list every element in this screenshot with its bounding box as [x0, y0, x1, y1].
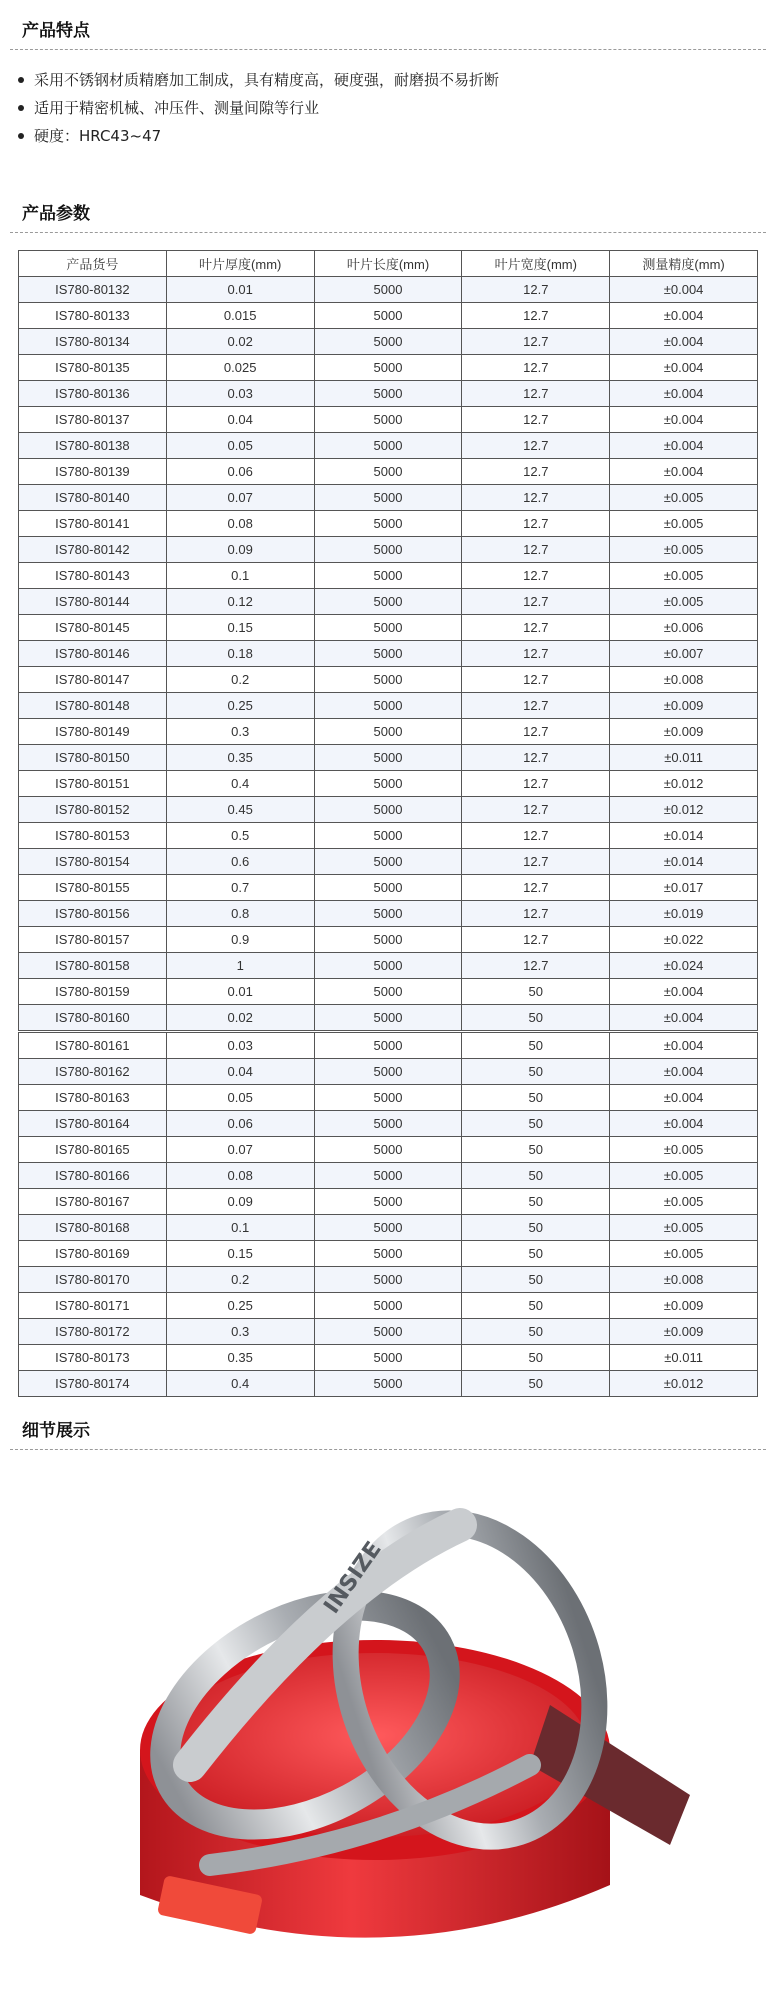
- cell-width: 12.7: [462, 719, 610, 745]
- cell-width: 12.7: [462, 771, 610, 797]
- cell-width: 50: [462, 1371, 610, 1397]
- cell-width: 50: [462, 1319, 610, 1345]
- cell-thickness: 0.07: [166, 1137, 314, 1163]
- table-row: [19, 1293, 758, 1319]
- cell-thickness: 0.35: [166, 745, 314, 771]
- cell-accuracy: ±0.005: [610, 537, 758, 563]
- cell-sku: IS780-80144: [19, 589, 167, 615]
- cell-accuracy: ±0.014: [610, 849, 758, 875]
- cell-sku: IS780-80168: [19, 1215, 167, 1241]
- cell-width: 50: [462, 1163, 610, 1189]
- cell-sku: IS780-80167: [19, 1189, 167, 1215]
- cell-accuracy: ±0.004: [610, 329, 758, 355]
- cell-sku: IS780-80150: [19, 745, 167, 771]
- cell-thickness: 0.9: [166, 927, 314, 953]
- cell-accuracy: ±0.004: [610, 381, 758, 407]
- cell-width: 50: [462, 1293, 610, 1319]
- cell-thickness: 0.1: [166, 1215, 314, 1241]
- table-row: [19, 563, 758, 589]
- cell-sku: IS780-80154: [19, 849, 167, 875]
- cell-thickness: 0.02: [166, 1005, 314, 1032]
- cell-length: 5000: [314, 1345, 462, 1371]
- cell-width: 50: [462, 1215, 610, 1241]
- cell-sku: IS780-80156: [19, 901, 167, 927]
- cell-thickness: 0.15: [166, 1241, 314, 1267]
- cell-width: 12.7: [462, 381, 610, 407]
- cell-width: 12.7: [462, 433, 610, 459]
- cell-sku: IS780-80166: [19, 1163, 167, 1189]
- cell-thickness: 0.04: [166, 407, 314, 433]
- cell-sku: IS780-80148: [19, 693, 167, 719]
- cell-width: 12.7: [462, 485, 610, 511]
- cell-width: 12.7: [462, 277, 610, 303]
- table-row: [19, 1005, 758, 1032]
- cell-length: 5000: [314, 407, 462, 433]
- cell-width: 50: [462, 979, 610, 1005]
- cell-thickness: 0.25: [166, 1293, 314, 1319]
- cell-sku: IS780-80174: [19, 1371, 167, 1397]
- cell-width: 50: [462, 1032, 610, 1059]
- cell-length: 5000: [314, 1267, 462, 1293]
- cell-accuracy: ±0.011: [610, 1345, 758, 1371]
- feature-item: 采用不锈钢材质精磨加工制成，具有精度高，硬度强，耐磨损不易折断: [14, 66, 499, 94]
- details-section-title: 细节展示: [10, 1420, 766, 1450]
- cell-width: 12.7: [462, 355, 610, 381]
- cell-length: 5000: [314, 355, 462, 381]
- cell-width: 12.7: [462, 667, 610, 693]
- cell-sku: IS780-80160: [19, 1005, 167, 1032]
- cell-width: 50: [462, 1111, 610, 1137]
- cell-thickness: 0.025: [166, 355, 314, 381]
- cell-length: 5000: [314, 485, 462, 511]
- cell-accuracy: ±0.014: [610, 823, 758, 849]
- cell-width: 12.7: [462, 407, 610, 433]
- cell-sku: IS780-80173: [19, 1345, 167, 1371]
- cell-length: 5000: [314, 1137, 462, 1163]
- cell-accuracy: ±0.019: [610, 901, 758, 927]
- cell-sku: IS780-80169: [19, 1241, 167, 1267]
- cell-accuracy: ±0.012: [610, 1371, 758, 1397]
- cell-sku: IS780-80152: [19, 797, 167, 823]
- cell-accuracy: ±0.006: [610, 615, 758, 641]
- cell-sku: IS780-80137: [19, 407, 167, 433]
- cell-thickness: 0.2: [166, 667, 314, 693]
- table-row: [19, 1085, 758, 1111]
- cell-accuracy: ±0.005: [610, 1189, 758, 1215]
- cell-thickness: 0.3: [166, 719, 314, 745]
- table-row: [19, 641, 758, 667]
- cell-sku: IS780-80170: [19, 1267, 167, 1293]
- table-row: [19, 875, 758, 901]
- params-table-header-row: [19, 251, 758, 277]
- table-row: [19, 407, 758, 433]
- cell-width: 50: [462, 1137, 610, 1163]
- cell-length: 5000: [314, 849, 462, 875]
- cell-sku: IS780-80159: [19, 979, 167, 1005]
- cell-sku: IS780-80132: [19, 277, 167, 303]
- table-row: [19, 953, 758, 979]
- cell-thickness: 0.3: [166, 1319, 314, 1345]
- column-header-sku: 产品货号: [19, 251, 167, 277]
- table-row: [19, 927, 758, 953]
- cell-sku: IS780-80151: [19, 771, 167, 797]
- table-row: [19, 1267, 758, 1293]
- cell-length: 5000: [314, 1319, 462, 1345]
- cell-accuracy: ±0.012: [610, 771, 758, 797]
- cell-sku: IS780-80141: [19, 511, 167, 537]
- table-row: [19, 277, 758, 303]
- cell-width: 12.7: [462, 459, 610, 485]
- table-row: [19, 381, 758, 407]
- cell-accuracy: ±0.024: [610, 953, 758, 979]
- cell-length: 5000: [314, 1163, 462, 1189]
- table-row: [19, 433, 758, 459]
- table-row: [19, 1319, 758, 1345]
- cell-width: 50: [462, 1241, 610, 1267]
- cell-thickness: 0.45: [166, 797, 314, 823]
- cell-thickness: 0.2: [166, 1267, 314, 1293]
- cell-length: 5000: [314, 459, 462, 485]
- cell-length: 5000: [314, 303, 462, 329]
- cell-width: 12.7: [462, 953, 610, 979]
- cell-accuracy: ±0.004: [610, 1005, 758, 1032]
- cell-accuracy: ±0.005: [610, 1241, 758, 1267]
- cell-width: 12.7: [462, 641, 610, 667]
- table-row: [19, 303, 758, 329]
- cell-accuracy: ±0.005: [610, 563, 758, 589]
- cell-accuracy: ±0.004: [610, 407, 758, 433]
- column-header-length: 叶片长度(mm): [314, 251, 462, 277]
- cell-thickness: 0.02: [166, 329, 314, 355]
- cell-width: 12.7: [462, 511, 610, 537]
- cell-accuracy: ±0.011: [610, 745, 758, 771]
- cell-sku: IS780-80142: [19, 537, 167, 563]
- table-row: [19, 589, 758, 615]
- cell-thickness: 1: [166, 953, 314, 979]
- strip-engraving-shape: INSIZE: [319, 1537, 387, 1619]
- cell-sku: IS780-80155: [19, 875, 167, 901]
- cell-width: 12.7: [462, 563, 610, 589]
- params-table: [18, 250, 758, 1397]
- cell-sku: IS780-80140: [19, 485, 167, 511]
- cell-sku: IS780-80145: [19, 615, 167, 641]
- cell-sku: IS780-80164: [19, 1111, 167, 1137]
- cell-length: 5000: [314, 1215, 462, 1241]
- cell-width: 12.7: [462, 303, 610, 329]
- cell-length: 5000: [314, 641, 462, 667]
- cell-thickness: 0.08: [166, 511, 314, 537]
- cell-length: 5000: [314, 537, 462, 563]
- cell-sku: IS780-80134: [19, 329, 167, 355]
- cell-accuracy: ±0.005: [610, 589, 758, 615]
- params-section-title: 产品参数: [10, 203, 766, 233]
- features-list: [14, 66, 499, 150]
- cell-width: 50: [462, 1005, 610, 1032]
- feature-item: 硬度：HRC43~47: [14, 122, 499, 150]
- table-row: [19, 771, 758, 797]
- cell-thickness: 0.6: [166, 849, 314, 875]
- cell-length: 5000: [314, 745, 462, 771]
- column-header-width: 叶片宽度(mm): [462, 251, 610, 277]
- cell-width: 12.7: [462, 745, 610, 771]
- table-row: [19, 511, 758, 537]
- table-row: [19, 1032, 758, 1059]
- table-row: [19, 1111, 758, 1137]
- cell-width: 12.7: [462, 797, 610, 823]
- cell-accuracy: ±0.009: [610, 693, 758, 719]
- cell-sku: IS780-80153: [19, 823, 167, 849]
- cell-width: 50: [462, 1059, 610, 1085]
- cell-length: 5000: [314, 823, 462, 849]
- cell-width: 50: [462, 1345, 610, 1371]
- cell-length: 5000: [314, 1371, 462, 1397]
- cell-accuracy: ±0.004: [610, 1085, 758, 1111]
- feature-item: 适用于精密机械、冲压件、测量间隙等行业: [14, 94, 499, 122]
- table-row: [19, 1137, 758, 1163]
- cell-width: 12.7: [462, 615, 610, 641]
- table-row: [19, 459, 758, 485]
- table-row: [19, 1059, 758, 1085]
- cell-accuracy: ±0.005: [610, 1137, 758, 1163]
- cell-accuracy: ±0.004: [610, 355, 758, 381]
- cell-length: 5000: [314, 771, 462, 797]
- cell-thickness: 0.04: [166, 1059, 314, 1085]
- cell-accuracy: ±0.004: [610, 1111, 758, 1137]
- cell-length: 5000: [314, 381, 462, 407]
- cell-thickness: 0.08: [166, 1163, 314, 1189]
- cell-thickness: 0.09: [166, 537, 314, 563]
- cell-sku: IS780-80163: [19, 1085, 167, 1111]
- cell-width: 50: [462, 1085, 610, 1111]
- cell-accuracy: ±0.004: [610, 1059, 758, 1085]
- cell-sku: IS780-80158: [19, 953, 167, 979]
- cell-thickness: 0.25: [166, 693, 314, 719]
- cell-length: 5000: [314, 719, 462, 745]
- cell-accuracy: ±0.008: [610, 667, 758, 693]
- cell-length: 5000: [314, 1189, 462, 1215]
- column-header-accuracy: 测量精度(mm): [610, 251, 758, 277]
- cell-accuracy: ±0.004: [610, 979, 758, 1005]
- cell-sku: IS780-80143: [19, 563, 167, 589]
- cell-accuracy: ±0.005: [610, 511, 758, 537]
- cell-length: 5000: [314, 901, 462, 927]
- cell-thickness: 0.03: [166, 381, 314, 407]
- cell-sku: IS780-80161: [19, 1032, 167, 1059]
- cell-width: 12.7: [462, 875, 610, 901]
- cell-accuracy: ±0.004: [610, 303, 758, 329]
- table-row: [19, 823, 758, 849]
- cell-sku: IS780-80146: [19, 641, 167, 667]
- cell-accuracy: ±0.004: [610, 459, 758, 485]
- cell-sku: IS780-80157: [19, 927, 167, 953]
- cell-accuracy: ±0.012: [610, 797, 758, 823]
- cell-length: 5000: [314, 1111, 462, 1137]
- cell-length: 5000: [314, 563, 462, 589]
- product-photo: [130, 1465, 730, 1985]
- cell-thickness: 0.05: [166, 433, 314, 459]
- cell-length: 5000: [314, 1085, 462, 1111]
- cell-length: 5000: [314, 953, 462, 979]
- cell-accuracy: ±0.005: [610, 485, 758, 511]
- table-row: [19, 979, 758, 1005]
- cell-length: 5000: [314, 329, 462, 355]
- cell-thickness: 0.09: [166, 1189, 314, 1215]
- cell-accuracy: ±0.008: [610, 1267, 758, 1293]
- cell-width: 50: [462, 1267, 610, 1293]
- cell-accuracy: ±0.004: [610, 1032, 758, 1059]
- table-row: [19, 693, 758, 719]
- cell-length: 5000: [314, 433, 462, 459]
- cell-sku: IS780-80135: [19, 355, 167, 381]
- cell-thickness: 0.05: [166, 1085, 314, 1111]
- table-row: [19, 615, 758, 641]
- cell-thickness: 0.4: [166, 771, 314, 797]
- cell-width: 12.7: [462, 849, 610, 875]
- cell-thickness: 0.7: [166, 875, 314, 901]
- cell-length: 5000: [314, 1241, 462, 1267]
- cell-sku: IS780-80171: [19, 1293, 167, 1319]
- cell-length: 5000: [314, 927, 462, 953]
- cell-accuracy: ±0.005: [610, 1163, 758, 1189]
- table-row: [19, 329, 758, 355]
- cell-accuracy: ±0.007: [610, 641, 758, 667]
- cell-length: 5000: [314, 667, 462, 693]
- table-row: [19, 355, 758, 381]
- cell-accuracy: ±0.004: [610, 277, 758, 303]
- cell-thickness: 0.015: [166, 303, 314, 329]
- table-row: [19, 667, 758, 693]
- cell-sku: IS780-80133: [19, 303, 167, 329]
- table-row: [19, 537, 758, 563]
- table-row: [19, 1163, 758, 1189]
- cell-sku: IS780-80147: [19, 667, 167, 693]
- cell-sku: IS780-80136: [19, 381, 167, 407]
- table-row: [19, 1371, 758, 1397]
- cell-thickness: 0.15: [166, 615, 314, 641]
- cell-thickness: 0.07: [166, 485, 314, 511]
- cell-thickness: 0.01: [166, 277, 314, 303]
- cell-sku: IS780-80165: [19, 1137, 167, 1163]
- cell-length: 5000: [314, 693, 462, 719]
- cell-length: 5000: [314, 589, 462, 615]
- cell-width: 12.7: [462, 589, 610, 615]
- cell-accuracy: ±0.009: [610, 1293, 758, 1319]
- features-section-title: 产品特点: [10, 20, 766, 50]
- table-row: [19, 797, 758, 823]
- cell-sku: IS780-80162: [19, 1059, 167, 1085]
- cell-length: 5000: [314, 1059, 462, 1085]
- cell-width: 12.7: [462, 823, 610, 849]
- cell-thickness: 0.12: [166, 589, 314, 615]
- table-row: [19, 901, 758, 927]
- table-row: [19, 1189, 758, 1215]
- table-row: [19, 485, 758, 511]
- table-row: [19, 1345, 758, 1371]
- cell-thickness: 0.06: [166, 1111, 314, 1137]
- cell-length: 5000: [314, 1032, 462, 1059]
- cell-length: 5000: [314, 277, 462, 303]
- cell-sku: IS780-80149: [19, 719, 167, 745]
- cell-length: 5000: [314, 1005, 462, 1032]
- cell-thickness: 0.06: [166, 459, 314, 485]
- table-row: [19, 719, 758, 745]
- cell-accuracy: ±0.017: [610, 875, 758, 901]
- cell-length: 5000: [314, 511, 462, 537]
- cell-length: 5000: [314, 1293, 462, 1319]
- table-row: [19, 1241, 758, 1267]
- cell-length: 5000: [314, 797, 462, 823]
- cell-thickness: 0.01: [166, 979, 314, 1005]
- cell-sku: IS780-80139: [19, 459, 167, 485]
- cell-thickness: 0.03: [166, 1032, 314, 1059]
- cell-thickness: 0.1: [166, 563, 314, 589]
- column-header-thickness: 叶片厚度(mm): [166, 251, 314, 277]
- cell-accuracy: ±0.004: [610, 433, 758, 459]
- table-row: [19, 745, 758, 771]
- cell-length: 5000: [314, 615, 462, 641]
- cell-accuracy: ±0.009: [610, 719, 758, 745]
- cell-length: 5000: [314, 979, 462, 1005]
- cell-thickness: 0.5: [166, 823, 314, 849]
- table-row: [19, 1215, 758, 1241]
- cell-thickness: 0.18: [166, 641, 314, 667]
- cell-sku: IS780-80172: [19, 1319, 167, 1345]
- cell-width: 12.7: [462, 901, 610, 927]
- table-row: [19, 849, 758, 875]
- cell-width: 12.7: [462, 693, 610, 719]
- cell-length: 5000: [314, 875, 462, 901]
- cell-thickness: 0.8: [166, 901, 314, 927]
- cell-thickness: 0.35: [166, 1345, 314, 1371]
- cell-width: 50: [462, 1189, 610, 1215]
- cell-width: 12.7: [462, 927, 610, 953]
- cell-accuracy: ±0.022: [610, 927, 758, 953]
- cell-width: 12.7: [462, 329, 610, 355]
- params-table-body: [19, 277, 758, 1397]
- cell-accuracy: ±0.005: [610, 1215, 758, 1241]
- cell-thickness: 0.4: [166, 1371, 314, 1397]
- cell-sku: IS780-80138: [19, 433, 167, 459]
- cell-accuracy: ±0.009: [610, 1319, 758, 1345]
- cell-width: 12.7: [462, 537, 610, 563]
